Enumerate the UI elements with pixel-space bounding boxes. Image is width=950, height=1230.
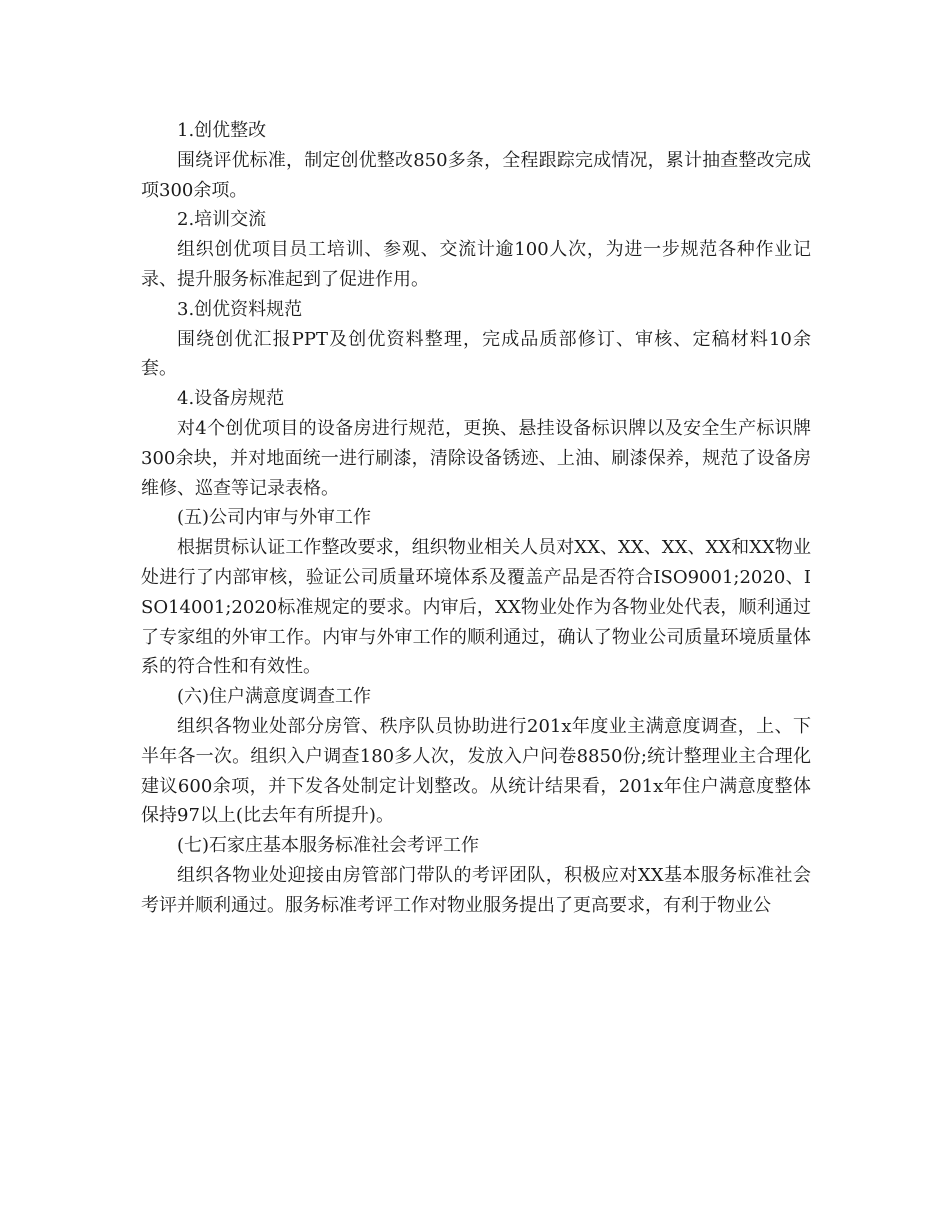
section-heading-7: (七)石家庄基本服务标准社会考评工作 <box>177 835 480 857</box>
section-heading-4: 4.设备房规范 <box>177 388 285 410</box>
paragraph-1: 围绕评优标准，制定创优整改850多条，全程跟踪完成情况，累计抽查整改完成项300余项。 <box>141 149 811 201</box>
paragraph-5: 根据贯标认证工作整改要求，组织物业相关人员对XX、XX、XX、XX和XX物业处进行了内部审核，验证公司质量环境体系及覆盖产品是否符合ISO9001;2020、ISO14001;2020标准规定的要求。内审后，XX物业处作为各物业处代表，顺利通过了专家组的外审工作。内审与外审工作的顺利通过，确认了物业公司质量环境质量体系的符合性和有效性。 <box>141 537 811 678</box>
section-heading-3: 3.创优资料规范 <box>177 298 303 320</box>
section-heading-6: (六)住户满意度调查工作 <box>177 686 372 708</box>
document-body <box>141 116 811 921</box>
paragraph-7: 组织各物业处迎接由房管部门带队的考评团队，积极应对XX基本服务标准社会考评并顺利通过。服务标准考评工作对物业服务提出了更高要求，有利于物业公 <box>141 864 811 916</box>
section-heading-2: 2.培训交流 <box>177 209 267 231</box>
paragraph-3: 围绕创优汇报PPT及创优资料整理，完成品质部修订、审核、定稿材料10余套。 <box>141 328 811 380</box>
section-heading-1: 1.创优整改 <box>177 120 267 141</box>
section-heading-5: (五)公司内审与外审工作 <box>177 507 372 529</box>
paragraph-4: 对4个创优项目的设备房进行规范，更换、悬挂设备标识牌以及安全生产标识牌300余块，并对地面统一进行刷漆，清除设备锈迹、上油、刷漆保养，规范了设备房维修、巡查等记录表格。 <box>141 417 811 499</box>
paragraph-6: 组织各物业处部分房管、秩序队员协助进行201x年度业主满意度调查，上、下半年各一次。组织入户调查180多人次，发放入户问卷8850份;统计整理业主合理化建议600余项，并下发各处制定计划整改。从统计结果看，201x年住户满意度整体保持97以上(比去年有所提升)。 <box>141 715 811 827</box>
paragraph-2: 组织创优项目员工培训、参观、交流计逾100人次，为进一步规范各种作业记录、提升服务标准起到了促进作用。 <box>141 239 811 290</box>
